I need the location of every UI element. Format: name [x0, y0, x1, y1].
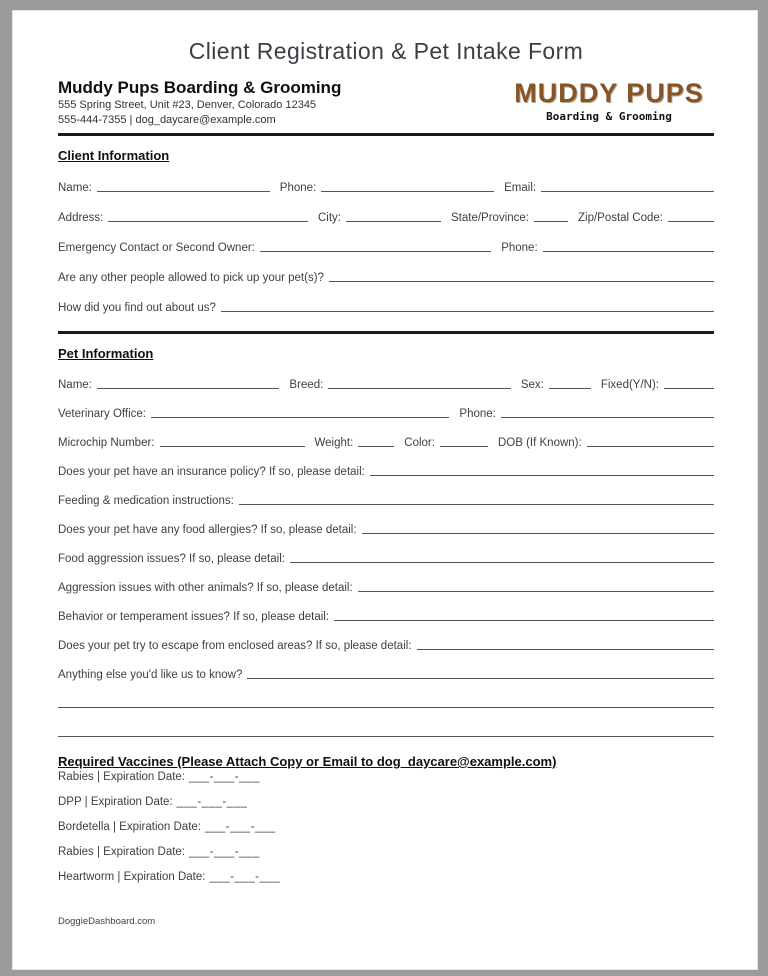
insurance-question-blank [370, 471, 714, 476]
form-row [58, 195, 714, 225]
dob-label: DOB (If Known): [497, 437, 582, 449]
vaccine-row [58, 771, 714, 796]
pickup-question-label: Are any other people allowed to pick up your pet(s)? [58, 272, 324, 284]
pet-sex-label: Sex: [520, 379, 544, 391]
emergency-contact-label: Emergency Contact or Second Owner: [58, 242, 255, 254]
client-name-label: Name: [58, 182, 92, 194]
client-phone-label: Phone: [279, 182, 317, 194]
pet-breed-blank [328, 384, 511, 389]
business-info [58, 77, 341, 128]
color-blank [440, 442, 488, 447]
form-row [58, 566, 714, 595]
emergency-phone-blank [543, 247, 714, 252]
anything-else-blank [247, 674, 714, 679]
vaccine-label: Rabies | Expiration Date: [58, 771, 185, 783]
vaccine-label: Heartworm | Expiration Date: [58, 871, 206, 883]
client-name-blank [97, 187, 270, 192]
client-city-label: City: [318, 212, 341, 224]
vaccine-label: DPP | Expiration Date: [58, 796, 173, 808]
pet-breed-label: Breed: [289, 379, 324, 391]
client-address-blank [108, 217, 308, 222]
behavior-question-label: Behavior or temperament issues? If so, please detail: [58, 611, 330, 623]
logo-tagline: Boarding & Grooming [546, 110, 672, 123]
animal-aggression-blank [358, 587, 714, 592]
weight-blank [358, 442, 394, 447]
client-email-blank [541, 187, 714, 192]
client-address-label: Address: [58, 212, 104, 224]
client-info-heading: Client Information [58, 148, 170, 163]
weight-label: Weight: [314, 437, 354, 449]
color-label: Color: [404, 437, 435, 449]
form-row [58, 255, 714, 285]
vaccine-row [58, 821, 714, 846]
form-row [58, 537, 714, 566]
form-row [58, 165, 714, 195]
microchip-label: Microchip Number: [58, 437, 155, 449]
client-zip-blank [668, 217, 714, 222]
pet-info-heading: Pet Information [58, 346, 154, 361]
emergency-phone-label: Phone: [501, 242, 538, 254]
client-phone-blank [321, 187, 494, 192]
vaccine-label: Bordetella | Expiration Date: [58, 821, 201, 833]
logo [504, 77, 714, 123]
client-city-blank [346, 217, 441, 222]
pet-fixed-blank [664, 384, 714, 389]
form-row [58, 653, 714, 682]
client-info-section [58, 136, 714, 315]
footer-credit: DoggieDashboard.com [58, 916, 156, 927]
form-row [58, 479, 714, 508]
allergies-question-label: Does your pet have any food allergies? If so, please detail: [58, 524, 357, 536]
form-row [58, 225, 714, 255]
vaccine-date-blank: ___-___-___ [209, 871, 281, 883]
referral-question-label: How did you find out about us? [58, 302, 216, 314]
pet-fixed-label: Fixed(Y/N): [600, 379, 659, 391]
vaccines-section [58, 740, 714, 896]
pet-name-blank [97, 384, 280, 389]
pet-info-section [58, 334, 714, 740]
vaccine-row [58, 871, 714, 896]
vaccine-row [58, 796, 714, 821]
vaccine-row [58, 846, 714, 871]
business-name: Muddy Pups Boarding & Grooming [58, 78, 342, 97]
business-header [58, 77, 714, 128]
referral-question-blank [221, 307, 714, 312]
food-aggression-blank [290, 558, 714, 563]
vet-office-label: Veterinary Office: [58, 408, 146, 420]
vet-office-blank [151, 413, 449, 418]
escape-question-label: Does your pet try to escape from enclosed areas? If so, please detail: [58, 640, 412, 652]
logo-wordmark: MUDDY PUPS [514, 78, 704, 108]
pet-sex-blank [549, 384, 591, 389]
escape-question-blank [417, 645, 715, 650]
vet-phone-blank [501, 413, 714, 418]
client-zip-label: Zip/Postal Code: [577, 212, 663, 224]
vaccine-date-blank: ___-___-___ [176, 796, 248, 808]
vaccine-date-blank: ___-___-___ [204, 821, 276, 833]
anything-else-continuation-blank [58, 732, 714, 737]
document-page [12, 10, 758, 970]
anything-else-label: Anything else you'd like us to know? [58, 669, 243, 681]
client-email-label: Email: [504, 182, 537, 194]
feeding-blank [239, 500, 714, 505]
page-title: Client Registration & Pet Intake Form [188, 38, 584, 64]
dob-blank [587, 442, 714, 447]
form-row [58, 682, 714, 711]
vaccine-date-blank: ___-___-___ [189, 771, 260, 783]
business-contact: 555-444-7355 | dog_daycare@example.com [58, 114, 276, 126]
form-row [58, 508, 714, 537]
form-row [58, 450, 714, 479]
food-aggression-label: Food aggression issues? If so, please detail: [58, 553, 285, 565]
behavior-question-blank [334, 616, 714, 621]
anything-else-continuation-blank [58, 703, 714, 708]
form-row [58, 595, 714, 624]
vet-phone-label: Phone: [459, 408, 496, 420]
form-row [58, 711, 714, 740]
business-address: 555 Spring Street, Unit #23, Denver, Colorado 12345 [58, 99, 317, 111]
pickup-question-blank [329, 277, 714, 282]
form-row [58, 392, 714, 421]
vaccine-date-blank: ___-___-___ [189, 846, 260, 858]
insurance-question-label: Does your pet have an insurance policy? If so, please detail: [58, 466, 365, 478]
pet-name-label: Name: [58, 379, 92, 391]
allergies-question-blank [362, 529, 714, 534]
form-row [58, 363, 714, 392]
vaccine-label: Rabies | Expiration Date: [58, 846, 185, 858]
form-row [58, 285, 714, 315]
emergency-contact-blank [260, 247, 491, 252]
client-state-blank [534, 217, 568, 222]
feeding-label: Feeding & medication instructions: [58, 495, 234, 507]
vaccines-heading: Required Vaccines (Please Attach Copy or Email to dog_daycare@example.com) [58, 754, 557, 769]
form-row [58, 624, 714, 653]
form-row [58, 421, 714, 450]
animal-aggression-label: Aggression issues with other animals? If so, please detail: [58, 582, 353, 594]
microchip-blank [160, 442, 305, 447]
client-state-label: State/Province: [451, 212, 529, 224]
